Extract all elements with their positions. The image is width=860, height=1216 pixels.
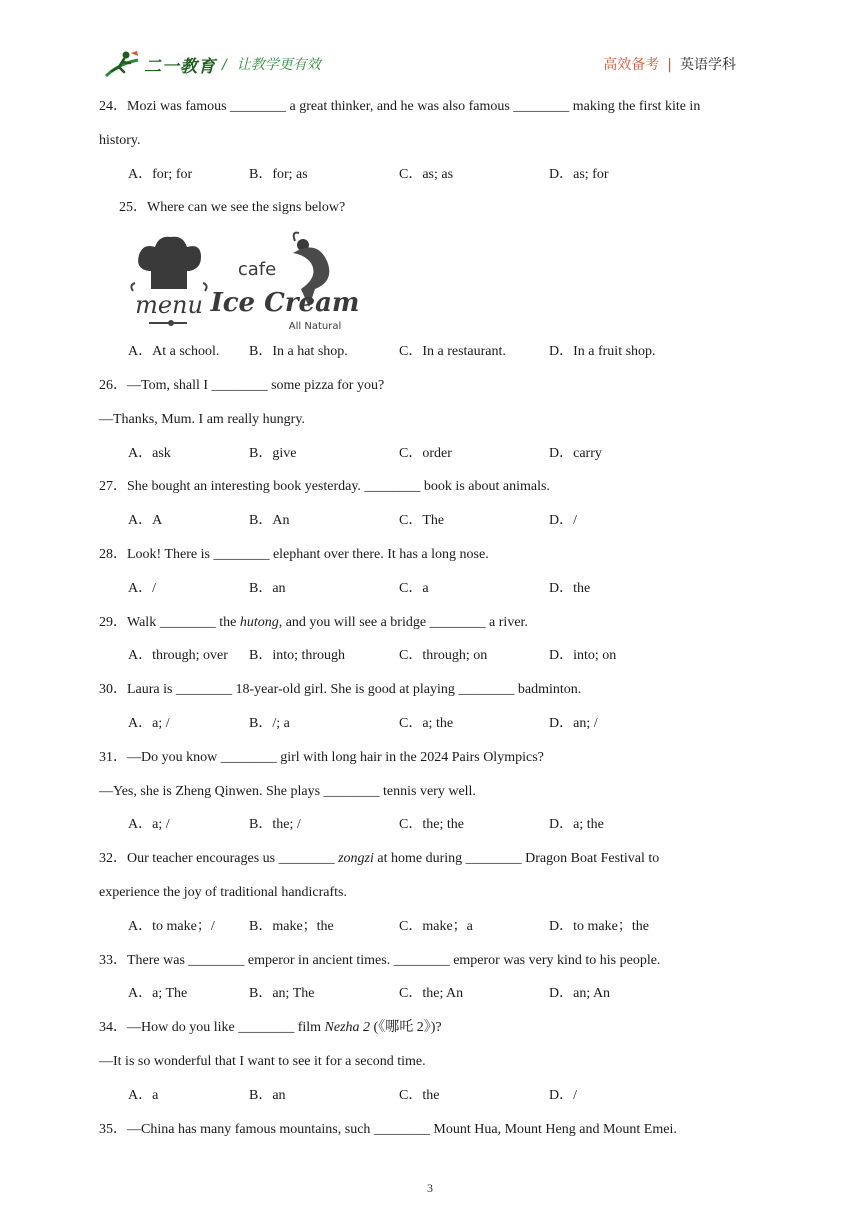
option-d: D．into; on: [549, 648, 617, 664]
options-row: [99, 341, 764, 375]
option-b: B．an; The: [249, 986, 315, 1002]
question-stem-cont: —Yes, she is Zheng Qinwen. She plays ________ tennis very well.: [99, 783, 476, 799]
option-a: A．At a school.: [128, 344, 220, 360]
menu-text: menu: [135, 291, 203, 320]
question-list: [99, 96, 764, 1152]
option-c: C．In a restaurant.: [399, 344, 506, 360]
option-c: C．order: [399, 445, 452, 461]
all-natural-text: All Natural: [288, 321, 342, 333]
options-row: [99, 164, 764, 198]
option-a: A．/: [128, 580, 156, 596]
option-d: D．a; the: [549, 817, 604, 833]
question-stem: 30．Laura is ________ 18-year-old girl. She is good at playing ________ badminton.: [99, 682, 582, 698]
option-a: A．to make；/: [128, 918, 215, 934]
header-tags: 高效备考 | 英语学科: [603, 57, 736, 73]
question-stem-cont: experience the joy of traditional handicrafts.: [99, 884, 348, 900]
option-c: C．the; the: [399, 817, 464, 833]
logo: [104, 50, 216, 78]
signs-image: [99, 231, 764, 341]
option-d: D．as; for: [549, 166, 609, 182]
question-stem: 26．—Tom, shall I ________ some pizza for you?: [99, 377, 385, 393]
option-a: A．a; /: [128, 817, 170, 833]
options-row: [99, 983, 764, 1017]
option-a: A．ask: [128, 445, 171, 461]
options-row: [99, 645, 764, 679]
option-b: B．for; as: [249, 166, 308, 182]
option-d: D．an; /: [549, 715, 598, 731]
option-b: B．an: [249, 580, 286, 596]
option-d: D．/: [549, 513, 577, 529]
question-stem: 31．—Do you know ________ girl with long hair in the 2024 Pairs Olympics?: [99, 749, 544, 765]
option-c: C．as; as: [399, 166, 454, 182]
menu-sign-image: [127, 231, 211, 331]
question-stem: 29．Walk ________ the hutong, and you will see a bridge ________ a river.: [99, 614, 528, 630]
question-stem: 24．Mozi was famous ________ a great thinker, and he was also famous ________ making the first kite in: [99, 99, 701, 114]
question-stem-cont: —Thanks, Mum. I am really hungry.: [99, 411, 305, 427]
option-c: C．make；a: [399, 918, 473, 934]
option-d: D．/: [549, 1087, 577, 1103]
slogan-text: 让教学更有效: [236, 57, 321, 73]
question-stem: 27．She bought an interesting book yesterday. ________ book is about animals.: [99, 479, 550, 495]
option-c: C．a: [399, 580, 429, 596]
options-row: [99, 443, 764, 477]
header-tag-left: 高效备考: [603, 57, 660, 73]
question-stem: 32．Our teacher encourages us ________ zongzi at home during ________ Dragon Boat Festival to: [99, 851, 660, 867]
option-c: C．the: [399, 1087, 440, 1103]
question-stem: 33．There was ________ emperor in ancient times. ________ emperor was very kind to his people.: [99, 952, 661, 968]
option-d: D．In a fruit shop.: [549, 344, 656, 360]
option-a: A．a; /: [128, 715, 170, 731]
option-a: A．for; for: [128, 166, 193, 182]
option-b: B．In a hat shop.: [249, 344, 348, 360]
question-stem: 28．Look! There is ________ elephant over there. It has a long nose.: [99, 546, 489, 562]
question-stem-cont: history.: [99, 132, 141, 148]
option-b: B．the; /: [249, 817, 301, 833]
option-a: A．A: [128, 513, 163, 529]
option-c: C．a; the: [399, 715, 454, 731]
option-a: A．a; The: [128, 986, 188, 1002]
option-c: C．through; on: [399, 648, 488, 664]
option-b: B．into; through: [249, 648, 346, 664]
option-d: D．an; An: [549, 986, 611, 1002]
header-tag-right: 英语学科: [680, 57, 736, 73]
option-b: B．give: [249, 445, 297, 461]
question-stem: 34．—How do you like ________ film Nezha 2 (《哪吒 2》)?: [99, 1020, 442, 1036]
logo-text: 二一教育: [144, 56, 216, 77]
options-row: [99, 578, 764, 612]
option-a: A．through; over: [128, 648, 228, 664]
ice-cream-text: Ice Cream: [210, 288, 360, 319]
slogan: / 让教学更有效: [222, 57, 321, 73]
cafe-text: cafe: [237, 259, 277, 281]
question-stem: 25．Where can we see the signs below?: [119, 200, 346, 216]
option-d: D．to make；the: [549, 918, 649, 934]
option-a: A．a: [128, 1087, 159, 1103]
page-header: [0, 0, 860, 90]
option-b: B．/; a: [249, 715, 290, 731]
option-b: B．An: [249, 513, 290, 529]
options-row: [99, 510, 764, 544]
question-stem-cont: —It is so wonderful that I want to see it for a second time.: [99, 1053, 426, 1069]
page-number: 3: [427, 1181, 433, 1195]
options-row: [99, 713, 764, 747]
option-c: C．the; An: [399, 986, 464, 1002]
option-b: B．an: [249, 1087, 286, 1103]
options-row: [99, 916, 764, 950]
options-row: [99, 814, 764, 848]
options-row: [99, 1085, 764, 1119]
option-c: C．The: [399, 513, 445, 529]
question-stem: 35．—China has many famous mountains, such ________ Mount Hua, Mount Heng and Mount Emei.: [99, 1121, 677, 1137]
option-b: B．make；the: [249, 918, 334, 934]
cafe-ice-cream-sign-image: [210, 231, 360, 335]
option-d: D．carry: [549, 445, 602, 461]
option-d: D．the: [549, 580, 591, 596]
runner-logo-icon: [104, 50, 142, 78]
